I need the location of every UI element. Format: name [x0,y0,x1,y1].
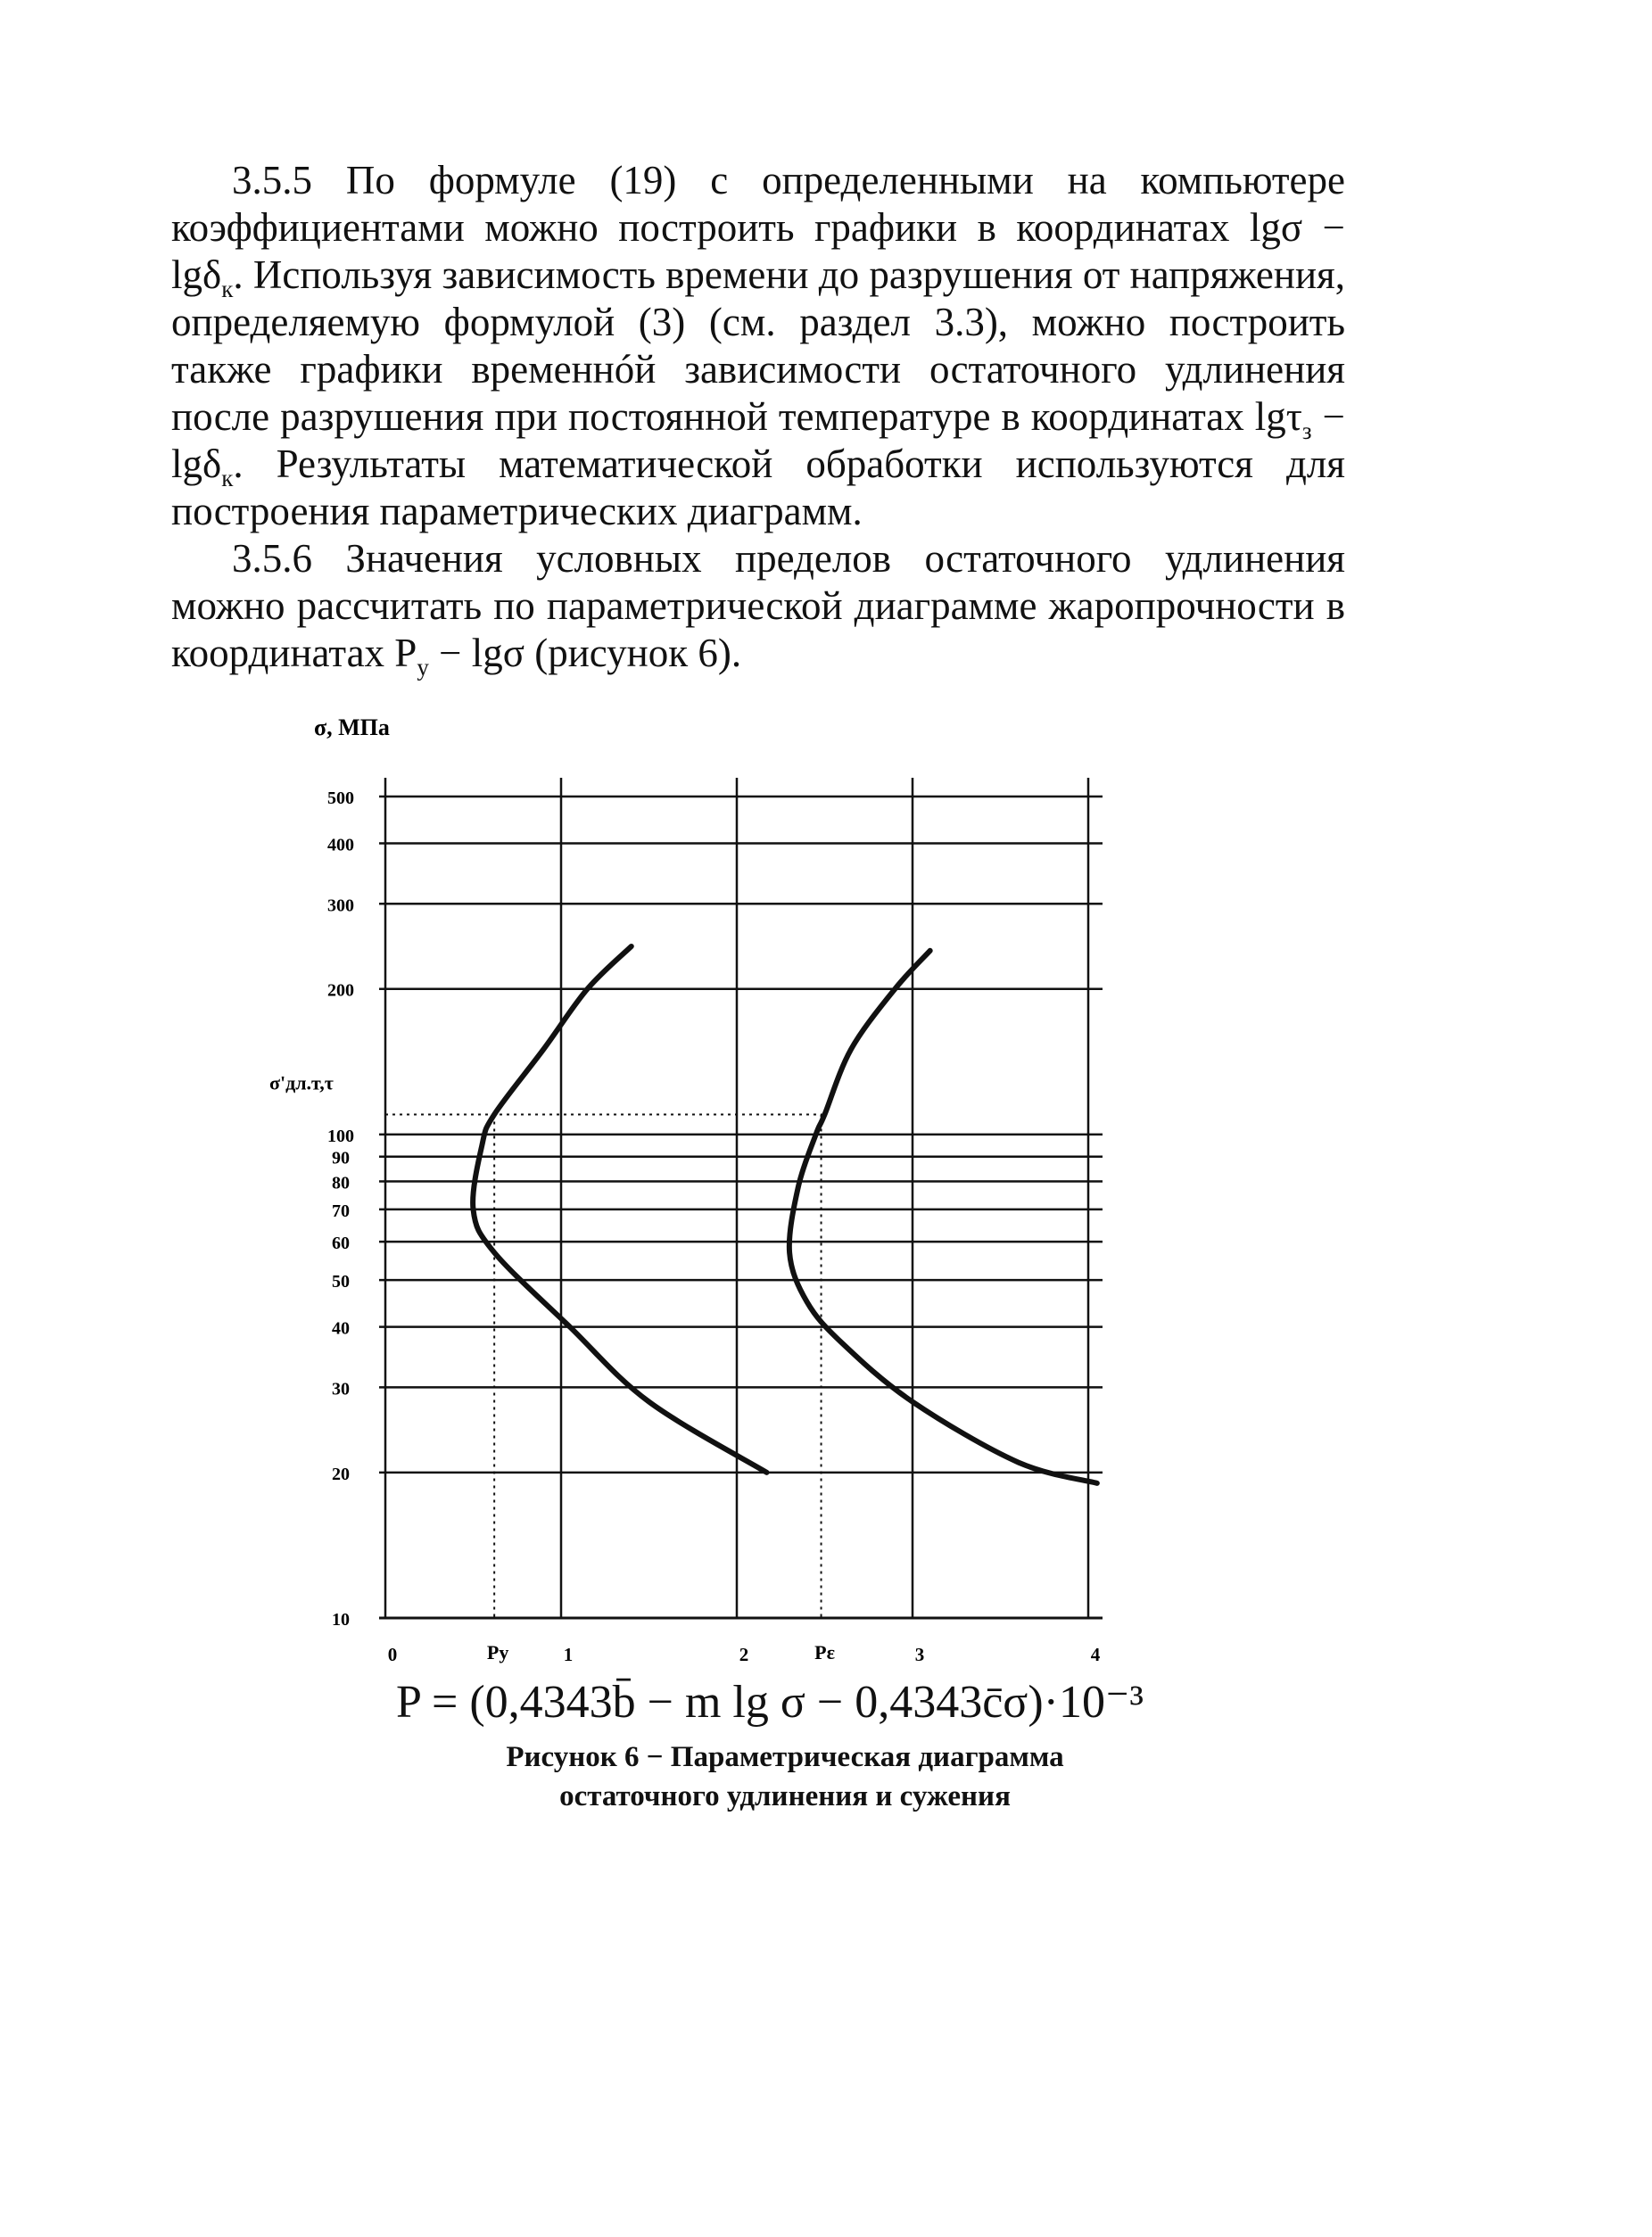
formula: P = (0,4343b̄ − m lg σ − 0,4343c̄σ)·10⁻³ [396,1677,1144,1728]
paragraph-3-5-6: 3.5.6 Значения условных пределов остаточного удлинения можно рассчитать по параметрической диаграмме жаропрочности в координатах $P_у - \lg\sigma$ (рисунок 6). [171,536,1345,681]
y-tick-label: 300 [327,896,354,916]
caption-line-2: остаточного удлинения и сужения [559,1780,1011,1812]
y-axis-label: σ, МПа [314,714,390,740]
y-tick-label: 40 [332,1318,350,1339]
caption-line-1: Рисунок 6 − Параметрическая диаграмма [506,1741,1064,1773]
x-tick-label: 1 [563,1644,574,1665]
y-tick-label: 20 [332,1464,350,1484]
y-tick-label: 50 [332,1272,350,1292]
x-tick-label: 4 [1090,1644,1101,1665]
y-tick-label: 400 [327,835,354,855]
x-marker-label: Py [486,1641,509,1663]
y-tick-label: 70 [332,1201,350,1221]
y-tick-label: 10 [332,1610,350,1630]
x-marker-label: Pε [814,1641,835,1663]
y-tick-label: 30 [332,1379,350,1399]
curve-series-2 [789,951,1097,1483]
y-marker-label: σ'дл.т,τ [269,1071,334,1094]
y-tick-label: 90 [332,1148,350,1168]
x-tick-label: 0 [387,1644,398,1665]
y-tick-label: 200 [327,980,354,1001]
x-tick-label: 3 [914,1644,925,1665]
y-tick-label: 500 [327,788,354,808]
x-tick-label: 2 [739,1644,749,1665]
y-tick-label: 60 [332,1234,350,1254]
y-tick-label: 80 [332,1173,350,1193]
figure-caption [339,1738,1231,1816]
y-tick-label: 100 [327,1126,354,1146]
paragraph-3-5-5: 3.5.5 По формуле (19) с определенными на компьютере коэффициентами можно построить графики в координатах lgσ − lgδ$_к$. Используя зависимость времени до разрушения от напряжения, определяемую формулой (3) (см. раздел 3.3), можно построить также графики временнóй зависимости остаточного удлинения после разрушения при постоянной температуре в координатах lgτ$_з$ − lgδ$_к$. Результаты математической обработки используются для построения параметрических диаграмм. [171,158,1345,533]
